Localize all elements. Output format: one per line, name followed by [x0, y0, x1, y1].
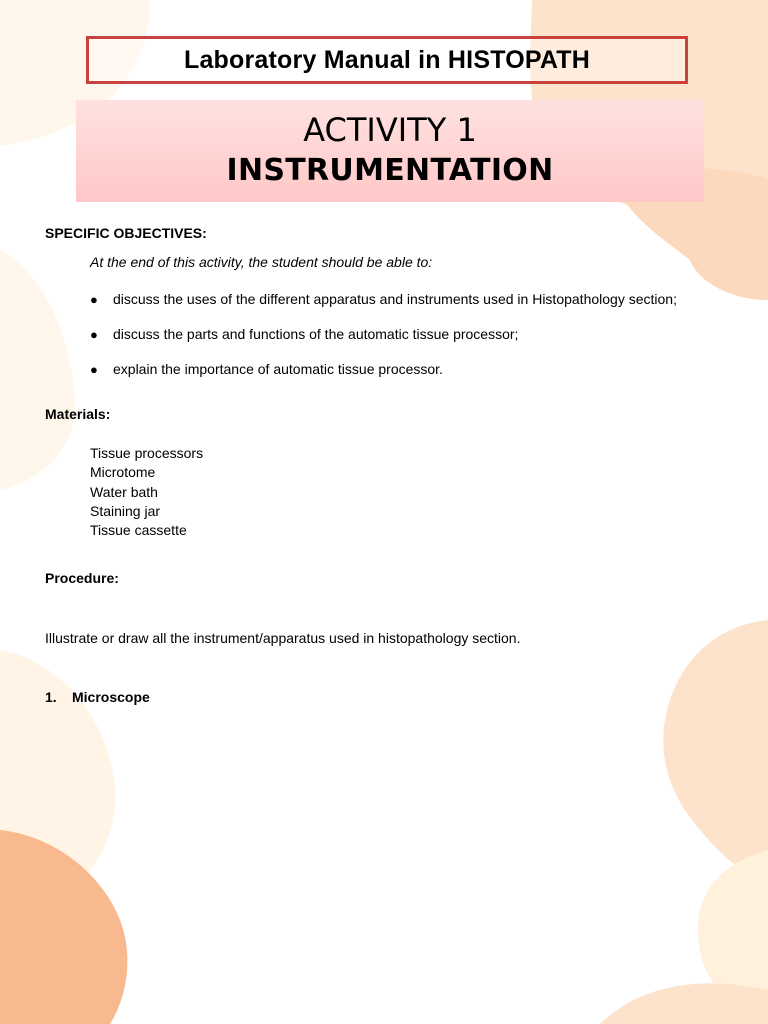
procedure-instruction: Illustrate or draw all the instrument/apparatus used in histopathology section. — [45, 630, 521, 646]
bullet-icon: ● — [90, 327, 98, 342]
materials-list — [90, 444, 203, 540]
manual-title: Laboratory Manual in HISTOPATH — [183, 45, 591, 74]
objective-text: explain the importance of automatic tissue processor. — [113, 361, 443, 377]
objectives-list — [90, 291, 677, 396]
procedure-step — [45, 689, 150, 705]
material-item: Tissue processors — [90, 445, 204, 461]
list-item — [90, 291, 677, 326]
materials-heading: Materials: — [45, 406, 111, 422]
activity-banner — [76, 100, 704, 202]
bullet-icon: ● — [90, 362, 98, 377]
material-item: Staining jar — [90, 502, 161, 519]
step-number: 1. — [45, 689, 57, 705]
activity-number: ACTIVITY 1 — [303, 111, 477, 149]
objectives-heading: SPECIFIC OBJECTIVES: — [45, 225, 207, 241]
objective-text: discuss the uses of the different apparatus and instruments used in Histopathology section; — [113, 291, 677, 307]
material-item: Water bath — [90, 483, 158, 500]
procedure-heading: Procedure: — [45, 570, 119, 586]
material-item: Tissue cassette — [90, 522, 187, 539]
material-item: Microtome — [90, 464, 156, 481]
objective-text: discuss the parts and functions of the automatic tissue processor; — [113, 326, 519, 342]
manual-header — [86, 36, 688, 84]
step-label: Microscope — [72, 689, 150, 705]
list-item — [90, 326, 677, 361]
objectives-intro: At the end of this activity, the student should be able to: — [90, 254, 433, 270]
list-item — [90, 361, 677, 396]
activity-topic: INSTRUMENTATION — [226, 153, 554, 188]
bullet-icon: ● — [90, 292, 98, 307]
